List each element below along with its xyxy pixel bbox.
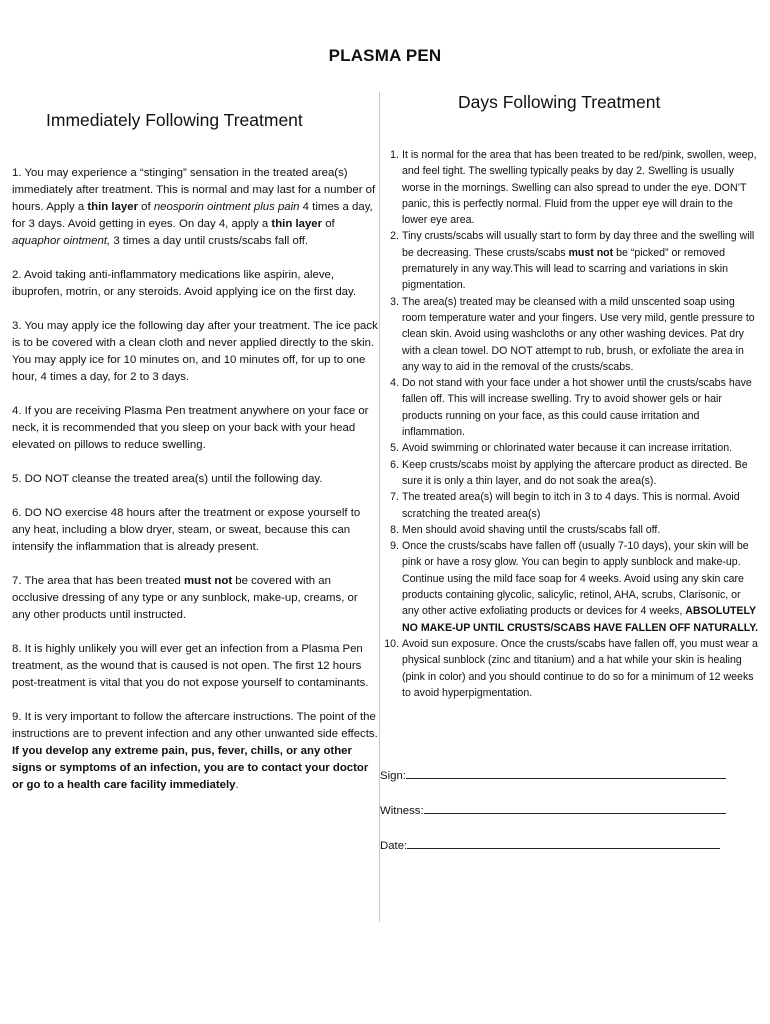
text-run: Tiny crusts/scabs will usually start to form by day three and the swelling will be decreasing. These crusts/scabs	[402, 230, 755, 259]
text-run: The treated area(s) will begin to itch in 3 to 4 days. This is normal. Avoid scratching the treated area(s)	[402, 491, 740, 520]
text-run: be covered with an occlusive dressing of any type or any sunblock, make-up, creams, or any other products until instructed.	[12, 575, 358, 621]
text-run: The area(s) treated may be cleansed with a mild unscented soap using room temperature water and your fingers. Use very mild, gentle pressure to clean skin. Avoid using washcloths or any other washing devices. Pat dry with a clean towel. DO NOT attempt to rub, brush, or exfoliate the area in any way to aid in the removal of the crusts/scabs.	[402, 295, 755, 373]
bold-text: thin layer	[87, 201, 138, 213]
days-following-item	[380, 522, 760, 538]
days-following-item	[380, 489, 760, 522]
immediate-care-item	[12, 403, 378, 454]
date-label: Date:	[380, 840, 408, 852]
days-following-column	[380, 90, 760, 701]
bold-text: must not	[568, 246, 614, 259]
days-following-item	[380, 457, 760, 490]
text-run: It is normal for the area that has been treated to be red/pink, swollen, weep, and feel tight. The swelling typically peaks by day 2. Swelling is usually worse in the mornings. Swelling can also spread to under the eye. DON’T panic, this is perfectly normal. Fluid from the upper eye will drain to the lower eye area.	[402, 149, 757, 227]
item-number: 2.	[390, 230, 399, 243]
days-following-list	[380, 147, 760, 701]
text-run: 3 times a day until crusts/scabs fall off.	[110, 235, 309, 247]
text-run: Men should avoid shaving until the crusts/scabs fall off.	[402, 523, 661, 536]
days-following-item	[380, 228, 760, 293]
immediate-care-item	[12, 573, 378, 624]
italic-text: aquaphor ointment,	[12, 235, 111, 247]
sign-label: Sign:	[380, 770, 406, 782]
text-run: 5. DO NOT cleanse the treated area(s) until the following day.	[12, 473, 323, 485]
text-run: 9. It is very important to follow the aftercare instructions. The point of the instructions are to prevent infection and any other unwanted side effects.	[12, 711, 378, 740]
text-run: Avoid swimming or chlorinated water because it can increase irritation.	[402, 442, 733, 455]
signature-block	[380, 767, 760, 872]
immediate-care-item	[12, 505, 378, 556]
text-run: 6. DO NO exercise 48 hours after the treatment or expose yourself to any heat, including a blow dryer, steam, or sweat, because this can intensify the inflammation that is already present.	[12, 507, 361, 553]
text-run: be “picked” or removed prematurely in any way.This will lead to scarring and variations in skin pigmentation.	[402, 246, 728, 292]
days-following-heading: Days Following Treatment	[458, 92, 661, 112]
immediate-care-item	[12, 471, 378, 488]
text-run: 3. You may apply ice the following day after your treatment. The ice pack is to be covered with a clean cloth and never applied directly to the skin. You may apply ice for 10 minutes on, and 10 minutes off, for up to one hour, 4 times a day, for 2 to 3 days.	[12, 320, 378, 383]
days-following-item	[380, 375, 760, 440]
item-number: 10.	[384, 637, 399, 650]
text-run: 4 times a day, for 3 days. Avoid getting in eyes. On day 4, apply a	[12, 201, 373, 230]
date-line[interactable]	[380, 837, 760, 872]
days-following-item	[380, 538, 760, 636]
page-title: PLASMA PEN	[328, 46, 442, 65]
text-run: of	[138, 201, 154, 213]
text-run: 2. Avoid taking anti-inflammatory medications like aspirin, aleve, ibuprofen, motrin, or any steroids. Avoid applying ice on the first day.	[12, 269, 357, 298]
text-run: 7. The area that has been treated	[12, 575, 185, 587]
text-run: Do not stand with your face under a hot shower until the crusts/scabs have fallen off. This will increase swelling. Try to avoid shower gels or hair products running on your face, as this could cause irritation and inflammation.	[402, 377, 752, 439]
immediate-care-item	[12, 318, 378, 386]
text-run: 4. If you are receiving Plasma Pen treatment anywhere on your face or neck, it is recommended that you sleep on your back with your head elevated on pillows to reduce swelling.	[12, 405, 369, 451]
item-number: 9.	[390, 540, 399, 553]
sign-line[interactable]	[380, 767, 760, 802]
item-number: 1.	[390, 149, 399, 161]
immediate-care-item	[12, 709, 378, 794]
bold-text: ABSOLUTELY NO MAKE-UP UNTIL CRUSTS/SCABS HAVE FALLEN OFF NATURALLY.	[402, 605, 759, 634]
item-number: 5.	[390, 442, 399, 455]
item-number: 3.	[390, 295, 399, 308]
immediate-care-heading: Immediately Following Treatment	[46, 110, 303, 130]
text-run: Keep crusts/scabs moist by applying the aftercare product as directed. Be sure it is only a thin layer, and do not soak the area(s).	[402, 458, 748, 487]
item-number: 7.	[390, 491, 399, 504]
date-field[interactable]	[407, 837, 720, 849]
days-following-item	[380, 636, 760, 701]
days-following-item	[380, 440, 760, 456]
days-following-item	[380, 147, 760, 228]
bold-text: thin layer	[271, 218, 323, 230]
sign-field[interactable]	[406, 767, 726, 779]
text-run: 1. You may experience a “stinging” sensation in the treated area(s) immediately after treatment. This is normal and may last for a number of hours. Apply a	[12, 167, 376, 213]
text-run: Once the crusts/scabs have fallen off (usually 7-10 days), your skin will be pink or have a rosy glow. You can begin to apply sunblock and make-up. Continue using the mild face soap for 4 weeks. Avoid using any skin care products containing glycolic, salicylic, retinol, AHA, scrubs, Clarisonic, or any other active exfoliating products or devices for 4 weeks,	[402, 540, 749, 618]
immediate-care-list	[12, 165, 378, 794]
item-number: 4.	[390, 377, 399, 390]
witness-line[interactable]	[380, 802, 760, 837]
immediate-care-item	[12, 267, 378, 301]
bold-text: must not	[184, 575, 233, 587]
immediate-care-item	[12, 641, 378, 692]
bold-text: If you develop any extreme pain, pus, fever, chills, or any other signs or symptoms of an infection, you are to contact your doctor or go to a health care facility immediately	[12, 745, 369, 791]
immediate-care-item	[12, 165, 378, 250]
days-following-item	[380, 294, 760, 375]
immediate-care-column	[12, 108, 378, 811]
item-number: 6.	[390, 458, 399, 471]
text-run: of	[322, 218, 335, 230]
text-run: 8. It is highly unlikely you will ever get an infection from a Plasma Pen treatment, as the wound that is caused is not open. The first 12 hours post-treatment is vital that you do not expose yourself to contaminants.	[12, 643, 369, 689]
witness-label: Witness:	[380, 805, 424, 817]
text-run: .	[235, 779, 239, 791]
text-run: Avoid sun exposure. Once the crusts/scabs have fallen off, you must wear a physical sunblock (zinc and titanium) and a hat while your skin is healing (pink in color) and you should continue to do so for a minimum of 12 weeks to avoid hyperpigmentation.	[402, 637, 758, 699]
italic-text: neosporin ointment plus pain	[153, 201, 300, 213]
witness-field[interactable]	[424, 802, 726, 814]
item-number: 8.	[390, 523, 399, 536]
